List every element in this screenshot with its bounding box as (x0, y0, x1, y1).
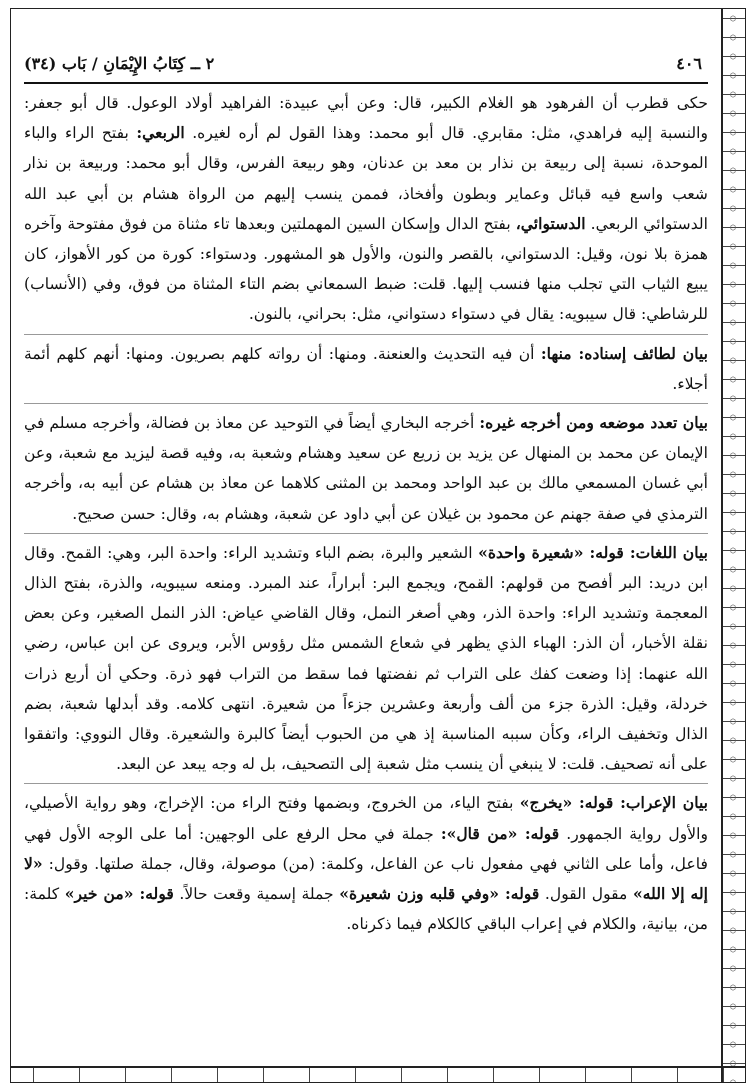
text-run: مقول القول. (539, 885, 633, 904)
section-divider (24, 334, 708, 335)
section-divider (24, 533, 708, 534)
quoted-term: «لا إله إلا الله» (24, 853, 708, 904)
section-heading: بيان لطائف إسناده: منها: (540, 343, 709, 363)
right-ornamental-border (721, 9, 745, 1082)
text-run: جملة إسمية وقعت حالاً. (173, 885, 340, 904)
paragraph (24, 408, 708, 529)
text-run: بفتح الدال وإسكان السين المهملتين وبعدها تاء مثناة من فوق مفتوحة وآخره همزة بلا نون، وقيل: الدستواني، بالقصر والنون، والأول هو المشهور. ودستواء: كورة من كور الأهواز، كان يبيع الثياب التي تجلب منها فنسب إليها. قلت: ضبط السمعاني بضم التاء المثناة من فوق، وفي (الأنساب) للرشاطي: قال سيبويه: يقال في دستواء دستواني، مثل: بحراني، بالنون. (24, 214, 708, 324)
section-heading: بيان اللغات: قوله: «شعيرة واحدة» (478, 542, 709, 562)
main-text (24, 88, 708, 939)
chapter-title: ٢ ــ كِتَابُ الإِيْمَانِ / بَاب (٣٤) (24, 54, 215, 73)
section-divider (24, 783, 708, 784)
page-number: ٤٠٦ (676, 54, 702, 73)
section-heading: بيان الإعراب: قوله: «يخرج» (519, 793, 708, 813)
paragraph (24, 339, 708, 399)
text-run: بفتح الراء والباء الموحدة، نسبة إلى ربيعة بن نذار بن معد بن عدنان، وهو ربيعة الفرس، وقال أبو محمد: وربيعة بن نذار شعب واسع فيه قبائل وعماير وبطون وأفخاذ، فممن ينسب إليهم من الرواة هشام بن أبي عبد الله الدستوائي الربعي. (24, 124, 708, 233)
section-heading: بيان تعدد موضعه ومن أخرجه غيره: (479, 413, 708, 433)
text-run: أن فيه التحديث والعنعنة. ومنها: أن رواته كلهم بصريون. ومنها: أنهم كلهم أئمة أجلاء. (24, 344, 708, 393)
paragraph (24, 788, 708, 939)
quoted-term: قوله: «من خير» (64, 884, 174, 904)
quoted-term: قوله: «وفي قلبه وزن شعيرة» (339, 884, 540, 904)
text-run: الشعير والبرة، بضم الباء وتشديد الراء: واحدة البر، وهي: القمح. وقال ابن دريد: البر أفصح من قولهم: القمح، ويجمع البر: أبراراً، عند المبرد. ومنعه سيبويه، والذرة، بفتح الذال المعجمة وتشديد الراء: واحدة الذر، وهي أصغر النمل، وقال القاضي عياض: الذر النمل الصغير، وعن بعض نقلة الأخبار، أن الذر: الهباء الذي يظهر في شعاع الشمس مثل رؤوس الأبر، ويروى عن ابن عباس، رضي الله عنهما: إذا وضعت كفك على التراب ثم نفضتها فما سقط من التراب فهو ذرة. وحكي أن أربع ذرات خردلة، وقيل: الذرة جزء من ألف وأربعة وعشرين جزءاً من شعيرة. انتهى كلامه. وقد أبدلها شعبة، بضم الذال وتخفيف الراء، وكأن سببه المناسبة إذ هي من الحبوب أيضاً كالبرة والشعيرة. وقال النووي: واتفقوا على أنه تصحيف. قلت: لا ينبغي أن ينسب مثل شعبة إلى التصحيف، بل له وجه يبعد عن البعد. (24, 543, 708, 774)
paragraph (24, 538, 708, 780)
text-run: جملة في محل الرفع على الوجهين: أما على الوجه الأول فهي فاعل، وأما على الثاني فهي مفعول ناب عن الفاعل، وكلمة: (من) موصولة، وقال، جملة صلتها. وقول: (24, 824, 708, 873)
term-heading: الربعي: (136, 123, 185, 143)
text-run: بفتح الياء، من الخروج، وبضمها وفتح الراء من: الإخراج، وهو رواية الأصيلي، والأول رواية الجمهور. (24, 794, 708, 843)
running-header (24, 54, 708, 84)
section-divider (24, 403, 708, 404)
quoted-term: قوله: «من قال»: (440, 823, 560, 843)
paragraph (24, 88, 708, 330)
term-heading: الدستوائي، (515, 213, 586, 233)
bottom-ornamental-border (11, 1066, 745, 1082)
text-run: أخرجه البخاري أيضاً في التوحيد عن معاذ بن فضالة، وأخرجه مسلم في الإيمان عن محمد بن المنهال عن يزيد بن زريع عن سعيد وهشام وشعبة به، وفيه قصة ليزيد مع شعبة، وعن أبي غسان المسمعي مالك بن عبد الواحد ومحمد بن المثنى كلاهما عن معاذ بن هشام عن أبيه به، وأخرجه الترمذي في صفة جهنم عن محمود بن غيلان عن أبي داود عن شعبة، وهشام به، وقال: حسن صحيح. (23, 414, 708, 523)
text-run: حكى قطرب أن الفرهود هو الغلام الكبير، قال: وعن أبي عبيدة: الفراهيد أولاد الوعول. قال أبو جعفر: والنسبة إليه فراهدي، مثل: مقابري. قال أبو محمد: وهذا القول لم أره لغيره. (24, 94, 708, 143)
text-run: كلمة: من، بيانية، والكلام في إعراب الباقي كالكلام فيما ذكرناه. (24, 885, 708, 934)
